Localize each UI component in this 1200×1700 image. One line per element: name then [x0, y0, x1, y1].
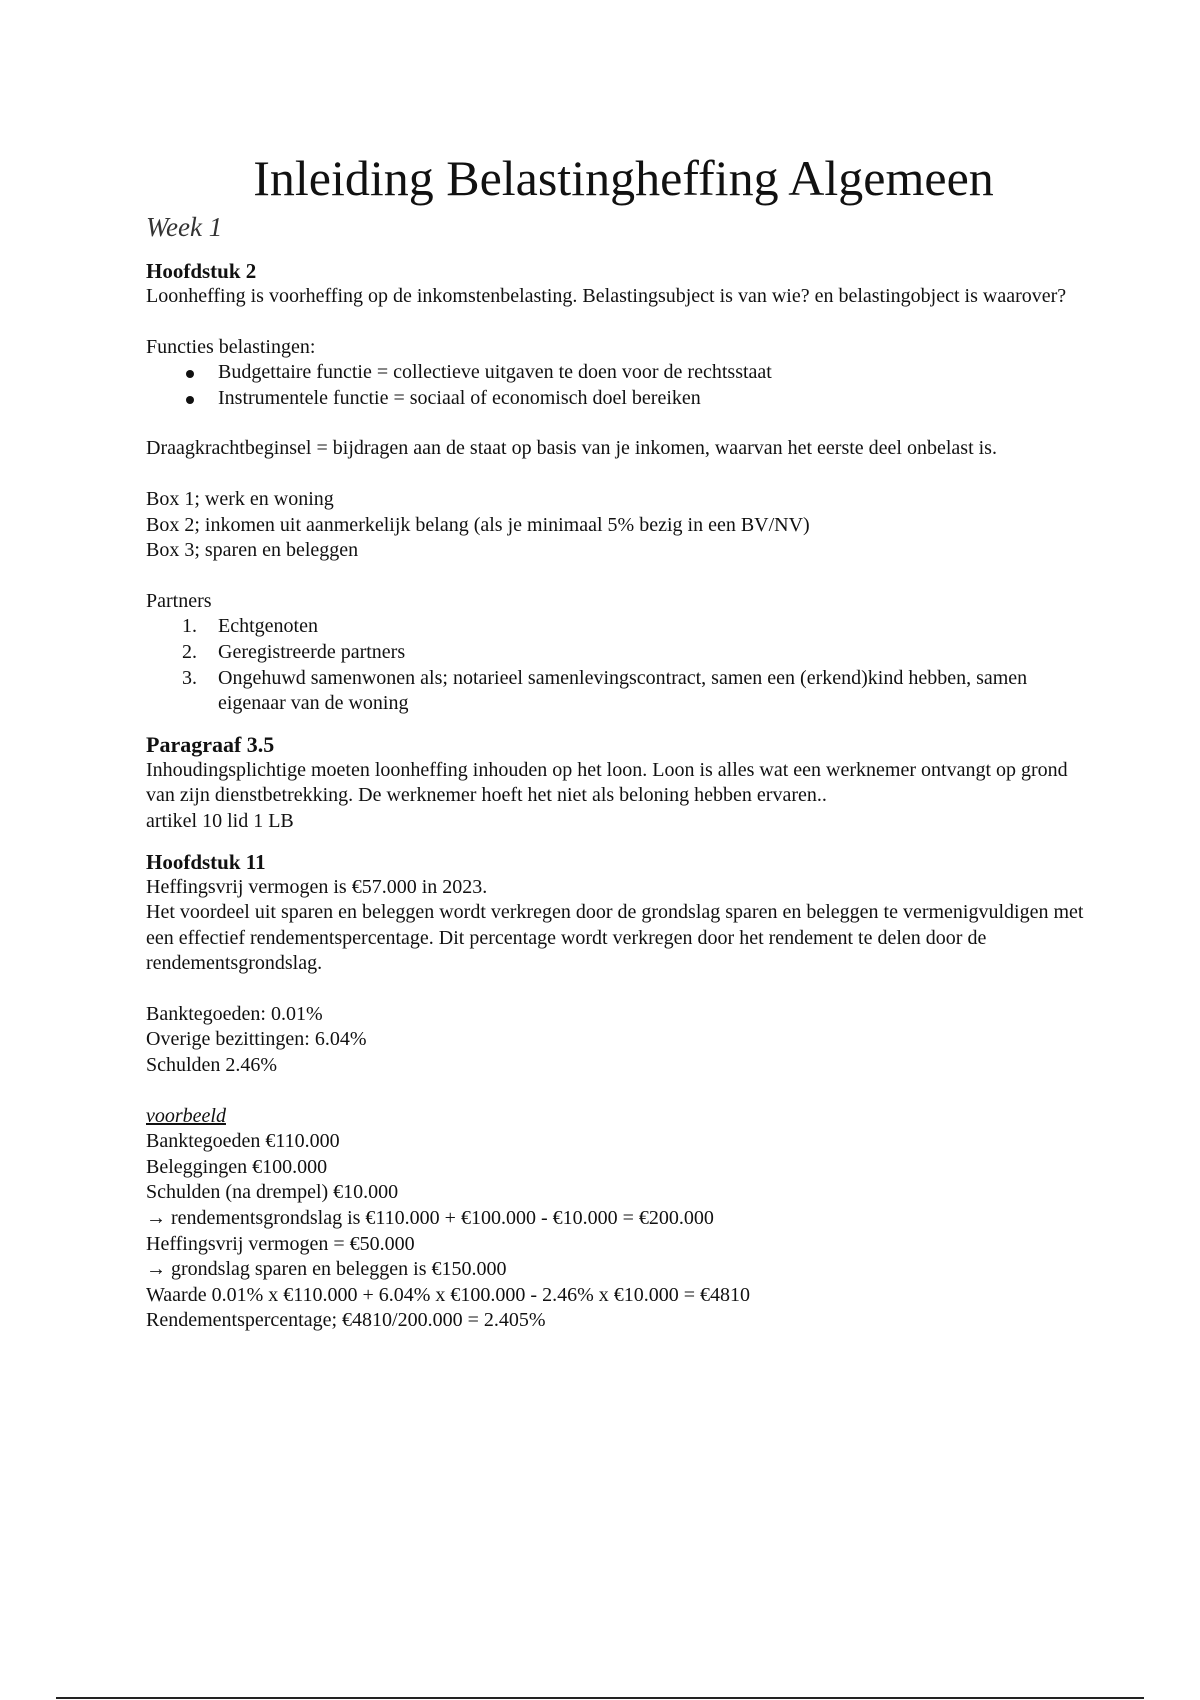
list-item [182, 640, 1096, 666]
document-page [146, 148, 1096, 1334]
heading-hoofdstuk-2: Hoofdstuk 2 [146, 259, 257, 283]
partners-block [146, 589, 1096, 717]
paragraph-line: Het voordeel uit sparen en beleggen wordt verkregen door de grondslag sparen en beleggen te vermenigvuldigen met een effectief rendementspercentage. Dit percentage wordt verkregen door het rendement te delen door de rendementsgrondslag. [146, 901, 1084, 975]
example-line: Beleggingen €100.000 [146, 1155, 328, 1178]
example-line: Rendementspercentage; €4810/200.000 = 2.405% [146, 1309, 546, 1332]
rate-line: Overige bezittingen: 6.04% [146, 1028, 367, 1051]
example-line: Schulden (na drempel) €10.000 [146, 1181, 399, 1204]
paragraaf-3-5-block [146, 758, 1096, 835]
list-item [182, 666, 1096, 717]
functions-label: Functies belastingen: [146, 335, 316, 358]
example-block [146, 1104, 1096, 1334]
list-text: Geregistreerde partners [218, 640, 406, 663]
list-item [182, 614, 1096, 640]
example-label: voorbeeld [146, 1104, 226, 1127]
rates-block [146, 1002, 1096, 1079]
list-number: 1. [182, 615, 197, 638]
partners-label: Partners [146, 589, 212, 612]
document-title: Inleiding Belastingheffing Algemeen [253, 150, 994, 206]
heading-hoofdstuk-11: Hoofdstuk 11 [146, 849, 266, 874]
intro-paragraph: Loonheffing is voorheffing op de inkomstenbelasting. Belastingsubject is van wie? en belastingobject is waarover? [146, 285, 1067, 307]
article-reference: artikel 10 lid 1 LB [146, 809, 294, 832]
box-line: Box 3; sparen en beleggen [146, 539, 359, 562]
draagkracht-paragraph: Draagkrachtbeginsel = bijdragen aan de staat op basis van je inkomen, waarvan het eerste deel onbelast is. [146, 437, 997, 460]
paragraaf-text: Inhoudingsplichtige moeten loonheffing inhouden op het loon. Loon is alles wat een werknemer ontvangt op grond van zijn dienstbetrekking. De werknemer hoeft het niet als beloning hebben ervaren.. [146, 758, 1068, 807]
list-number: 3. [182, 666, 197, 689]
paragraph-line: Heffingsvrij vermogen is €57.000 in 2023. [146, 875, 488, 898]
example-line: Heffingsvrij vermogen = €50.000 [146, 1232, 415, 1255]
bottom-divider [56, 1697, 1144, 1699]
example-line: → grondslag sparen en beleggen is €150.000 [146, 1258, 507, 1281]
partners-list [146, 614, 1096, 716]
list-text: Echtgenoten [218, 615, 318, 638]
list-number: 2. [182, 640, 197, 663]
functions-list [146, 360, 1096, 411]
example-line: Waarde 0.01% x €110.000 + 6.04% x €100.000 - 2.46% x €10.000 = €4810 [146, 1283, 751, 1306]
document-subtitle: Week 1 [146, 212, 223, 242]
box-line: Box 2; inkomen uit aanmerkelijk belang (als je minimaal 5% bezig in een BV/NV) [146, 513, 810, 536]
boxes-block [146, 487, 1096, 564]
rate-line: Schulden 2.46% [146, 1054, 278, 1077]
example-line: → rendementsgrondslag is €110.000 + €100.000 - €10.000 = €200.000 [146, 1207, 714, 1230]
list-item: Instrumentele functie = sociaal of economisch doel bereiken [218, 386, 1096, 412]
list-text: Ongehuwd samenwonen als; notarieel samenlevingscontract, samen een (erkend)kind hebben, samen eigenaar van de woning [218, 666, 1028, 715]
example-line: Banktegoeden €110.000 [146, 1130, 340, 1153]
heading-paragraaf-3-5: Paragraaf 3.5 [146, 731, 275, 757]
list-item: Budgettaire functie = collectieve uitgaven te doen voor de rechtsstaat [218, 360, 1096, 386]
rate-line: Banktegoeden: 0.01% [146, 1002, 323, 1025]
box-line: Box 1; werk en woning [146, 487, 334, 510]
hoofdstuk-11-intro [146, 875, 1096, 977]
functions-block [146, 335, 1096, 412]
